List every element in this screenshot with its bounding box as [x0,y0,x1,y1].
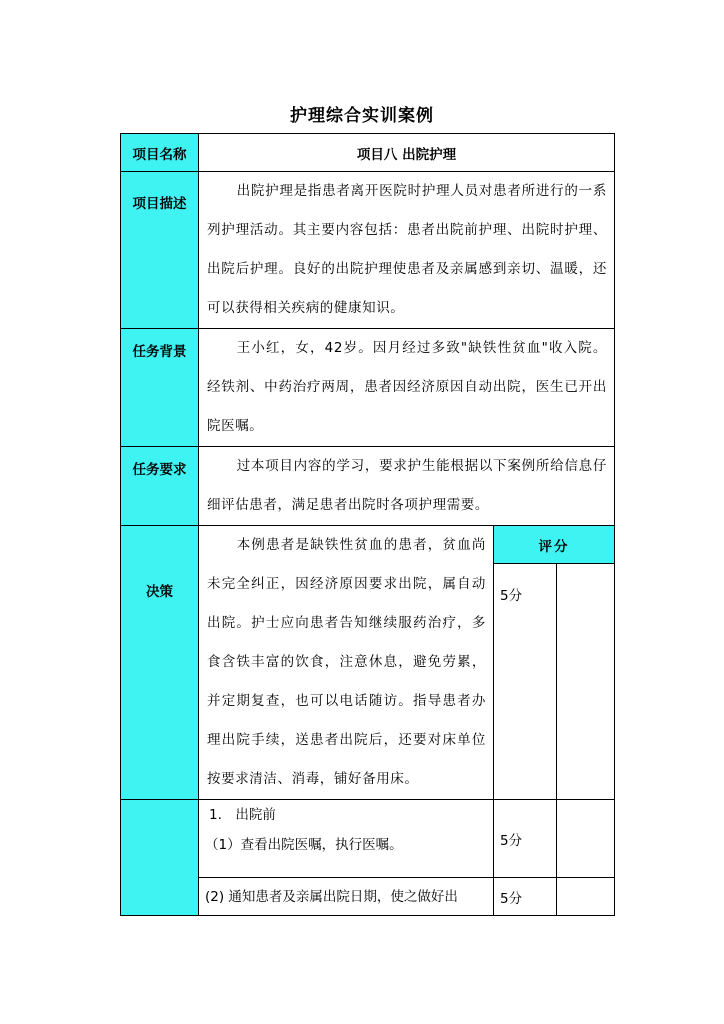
label-step1 [121,800,199,916]
text-task-background: 王小红，女，42岁。因月经过多致"缺铁性贫血"收入院。经铁剂、中药治疗两周，患者因经济原因自动出院，医生已开出院医嘱。 [199,329,615,447]
row-decision [121,526,615,564]
case-table [120,133,615,916]
step1-item1: （1）查看出院医嘱，执行医嘱。 [205,837,403,853]
label-task-background: 任务背景 [121,329,199,447]
step1-heading: 1. 出院前 [209,807,276,823]
score-empty-step1-item1 [557,800,615,878]
label-task-requirement: 任务要求 [121,447,199,526]
text-project-description: 出院护理是指患者离开医院时护理人员对患者所进行的一系列护理活动。其主要内容包括：患者出院前护理、出院时护理、出院后护理。良好的出院护理使患者及亲属感到亲切、温暖，还可以获得相关疾病的健康知识。 [199,172,615,329]
label-project-name: 项目名称 [121,134,199,172]
row-task-background [121,329,615,447]
row-step1 [121,800,615,878]
text-step1-item2: (2) 通知患者及亲属出院日期，使之做好出 [199,878,494,916]
score-decision: 5分 [494,564,557,800]
score-header: 评分 [494,526,615,564]
page-title: 护理综合实训案例 [290,106,434,126]
row-project-description [121,172,615,329]
score-empty-step1-item2 [557,878,615,916]
label-decision: 决策 [121,526,199,800]
score-empty-decision [557,564,615,800]
value-project-name: 项目八 出院护理 [199,134,615,172]
label-project-description: 项目描述 [121,172,199,329]
row-project-name [121,134,615,172]
row-task-requirement [121,447,615,526]
score-step1-item1: 5分 [494,800,557,878]
text-task-requirement: 过本项目内容的学习，要求护生能根据以下案例所给信息仔细评估患者，满足患者出院时各项护理需要。 [199,447,615,526]
text-step1-item1 [199,800,494,878]
score-step1-item2: 5分 [494,878,557,916]
text-decision: 本例患者是缺铁性贫血的患者，贫血尚未完全纠正，因经济原因要求出院，属自动出院。护士应向患者告知继续服药治疗，多食含铁丰富的饮食，注意休息，避免劳累，并定期复查，也可以电话随访。指导患者办理出院手续，送患者出院后，还要对床单位按要求清洁、消毒，铺好备用床。 [199,526,494,800]
